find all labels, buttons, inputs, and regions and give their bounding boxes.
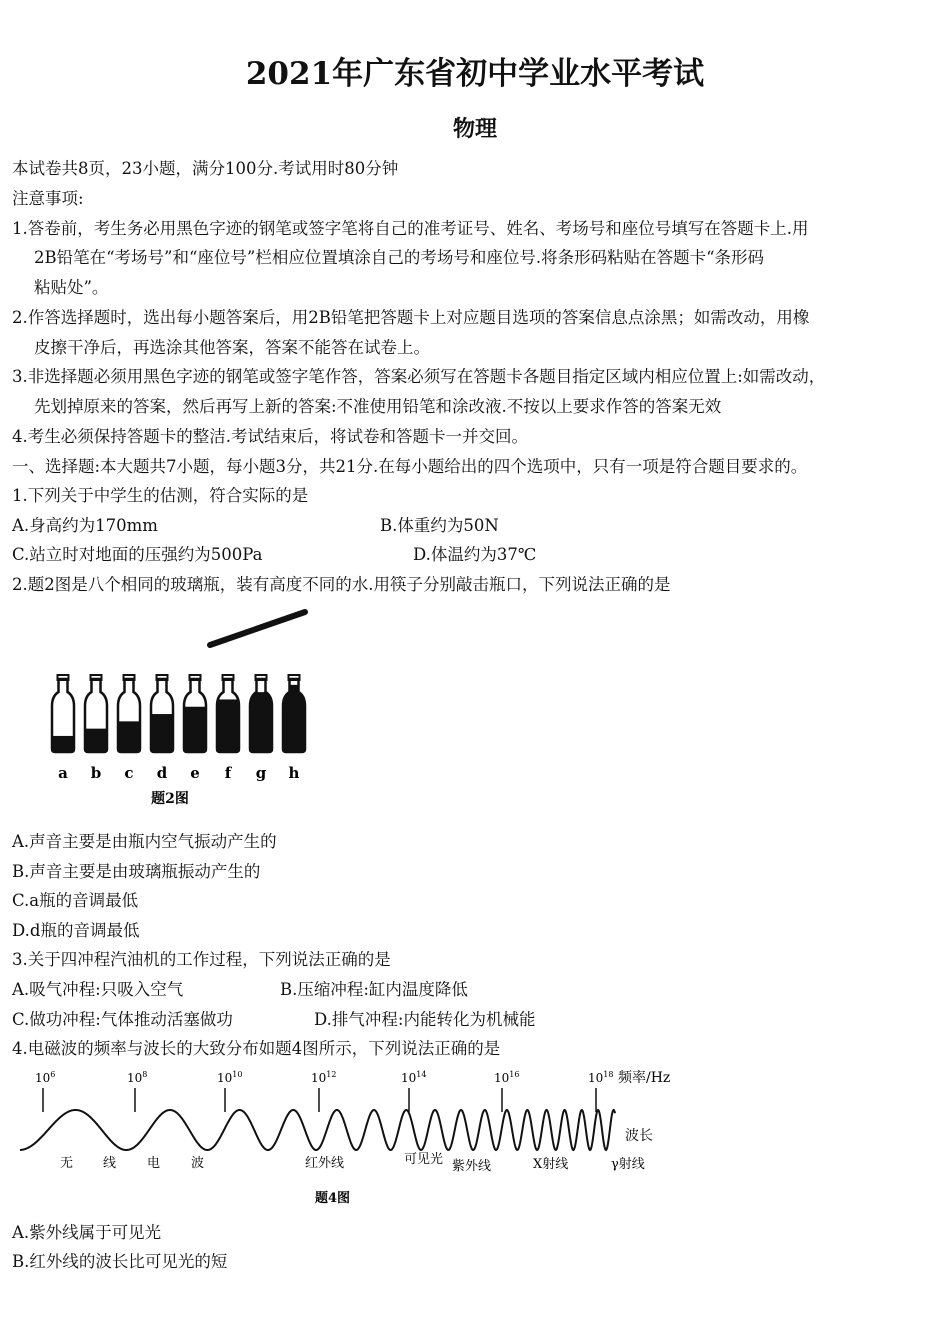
frequency-tick-label: $10^{16}$ <box>494 1070 520 1085</box>
band-infrared: 红外线 <box>305 1156 345 1171</box>
notice-3-line-1: 3.非选择题必须用黑色字迹的钢笔或签字笔作答，答案必须写在答题卡各题目指定区域内相应位置上:如需改动， <box>12 367 826 386</box>
q2-option-b: B.声音主要是由玻璃瓶振动产生的 <box>12 862 261 881</box>
bottle-label: a <box>58 764 68 782</box>
bottle-label: g <box>255 764 267 782</box>
notice-3-line-2: 先划掉原来的答案，然后再写上新的答案:不准使用铅笔和涂改液.不按以上要求作答的答案无效 <box>34 397 722 416</box>
bottle-label: f <box>224 764 232 782</box>
frequency-tick-label: $10^{12}$ <box>311 1070 337 1085</box>
notice-2-line-1: 2.作答选择题时，选出每小题答案后，用2B铅笔把答题卡上对应题目选项的答案信息点涂黑；如需改动，用橡 <box>12 308 810 327</box>
bottle-water <box>52 736 74 752</box>
chopstick <box>210 612 305 645</box>
q1-option-d: D.体温约为37℃ <box>413 545 537 564</box>
q3-stem: 3.关于四冲程汽油机的工作过程，下列说法正确的是 <box>12 950 391 969</box>
band-visible: 可见光 <box>404 1152 444 1167</box>
q3-option-a: A.吸气冲程:只吸入空气 <box>12 980 184 999</box>
bottle-water <box>250 692 272 752</box>
band-radio-char: 无 <box>60 1156 74 1171</box>
bottle-water <box>118 721 140 752</box>
figure-4-spectrum <box>15 1062 695 1212</box>
q1-option-a: A.身高约为170mm <box>12 516 158 535</box>
q1-option-c: C.站立时对地面的压强约为500Pa <box>12 545 263 564</box>
bottle-label: h <box>288 764 300 782</box>
q4-stem: 4.电磁波的频率与波长的大致分布如题4图所示，下列说法正确的是 <box>12 1039 501 1058</box>
exam-title: 2021年广东省初中学业水平考试 <box>245 56 705 92</box>
bottle-label: c <box>124 764 134 782</box>
notice-1-line-1: 1.答卷前，考生务必用黑色字迹的钢笔或签字笔将自己的准考证号、姓名、考场号和座位号填写在答题卡上.用 <box>12 219 809 238</box>
bottle-water <box>184 707 206 752</box>
bottle-label: d <box>156 764 168 782</box>
band-radio-char: 电 <box>147 1156 161 1171</box>
q4-option-a: A.紫外线属于可见光 <box>12 1223 162 1242</box>
figure-2-bottles <box>20 600 350 815</box>
bottle-label: e <box>190 764 200 782</box>
q2-option-a: A.声音主要是由瓶内空气振动产生的 <box>12 832 277 851</box>
section-1-heading: 一、选择题:本大题共7小题，每小题3分，共21分.在每小题给出的四个选项中，只有一项是符合题目要求的。 <box>12 457 808 476</box>
frequency-tick-label: $10^{18}$ <box>588 1070 614 1085</box>
frequency-unit-label: 频率/Hz <box>618 1070 671 1086</box>
frequency-tick-label: $10^8$ <box>127 1070 148 1085</box>
exam-intro: 本试卷共8页，23小题，满分100分.考试用时80分钟 <box>12 159 399 178</box>
frequency-tick-label: $10^{14}$ <box>401 1070 427 1085</box>
bottle-water <box>217 699 239 752</box>
q2-option-c: C.a瓶的音调最低 <box>12 891 139 910</box>
exam-subject: 物理 <box>452 116 497 142</box>
figure-4-caption: 题4图 <box>315 1191 351 1206</box>
frequency-tick-label: $10^6$ <box>35 1070 56 1085</box>
band-ultraviolet: 紫外线 <box>452 1159 492 1174</box>
band-radio-char: 波 <box>191 1156 205 1171</box>
notice-1-line-3: 粘贴处”。 <box>34 278 109 297</box>
bottle-water <box>85 729 107 752</box>
band-xray: X射线 <box>533 1157 569 1172</box>
q2-stem: 2.题2图是八个相同的玻璃瓶，装有高度不同的水.用筷子分别敲击瓶口，下列说法正确的是 <box>12 575 671 594</box>
q2-option-d: D.d瓶的音调最低 <box>12 921 140 940</box>
wavelength-label: 波长 <box>625 1128 653 1144</box>
band-gamma: γ射线 <box>611 1157 645 1172</box>
bottle-label: b <box>90 764 102 782</box>
q4-option-b: B.红外线的波长比可见光的短 <box>12 1252 228 1271</box>
bottle-water <box>151 714 173 752</box>
q3-option-d: D.排气冲程:内能转化为机械能 <box>314 1010 536 1029</box>
q3-option-b: B.压缩冲程:缸内温度降低 <box>280 980 468 999</box>
band-radio-char: 线 <box>103 1156 117 1171</box>
frequency-tick-label: $10^{10}$ <box>217 1070 243 1085</box>
q3-option-c: C.做功冲程:气体推动活塞做功 <box>12 1010 233 1029</box>
notice-2-line-2: 皮擦干净后，再选涂其他答案，答案不能答在试卷上。 <box>34 338 430 357</box>
wave-curve <box>20 1110 615 1150</box>
notice-heading: 注意事项: <box>12 189 84 208</box>
figure-2-caption: 题2图 <box>151 791 189 807</box>
q1-option-b: B.体重约为50N <box>380 516 499 535</box>
q1-stem: 1.下列关于中学生的估测，符合实际的是 <box>12 486 309 505</box>
notice-4: 4.考生必须保持答题卡的整洁.考试结束后，将试卷和答题卡一并交回。 <box>12 427 528 446</box>
notice-1-line-2: 2B铅笔在“考场号”和“座位号”栏相应位置填涂自己的考场号和座位号.将条形码粘贴在答题卡“条形码 <box>34 248 765 267</box>
